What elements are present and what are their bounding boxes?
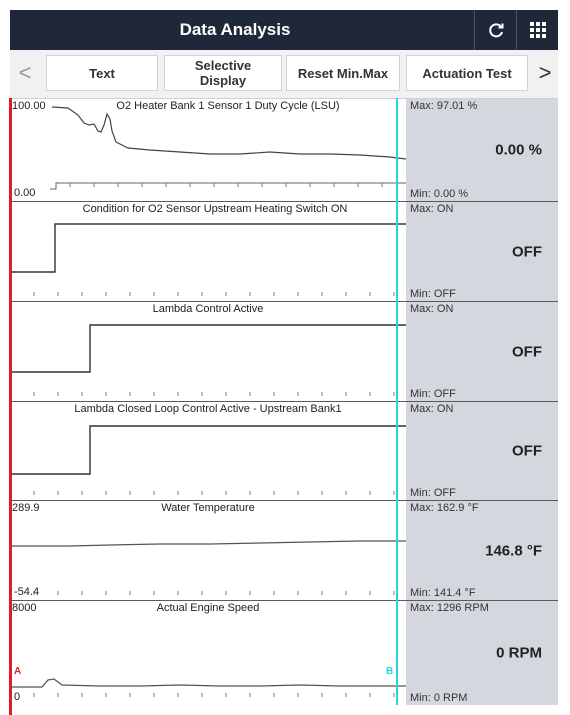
graph-panel-o2-heater (10, 99, 558, 201)
axis-min-label: 0 (14, 691, 21, 703)
value-panel (406, 302, 558, 401)
axis-max-label: 8000 (12, 602, 37, 614)
min-value: Min: 141.4 °F (410, 587, 476, 599)
refresh-button[interactable] (474, 10, 517, 50)
toolbar (10, 50, 558, 99)
current-value: OFF (512, 243, 542, 260)
graph-panel-lambda-closed-loop (10, 402, 558, 500)
graph-panel-water-temperature (10, 501, 558, 600)
graph-svg (10, 302, 406, 401)
graph-plot[interactable] (10, 302, 406, 401)
current-value: 0.00 % (495, 141, 542, 159)
max-value: Max: 1296 RPM (410, 602, 489, 614)
graph-svg (10, 99, 406, 201)
chevron-right-icon: > (538, 60, 552, 85)
grid-menu-button[interactable] (516, 10, 559, 50)
axis-max-label: 289.9 (12, 502, 40, 514)
next-page-button[interactable] (532, 55, 558, 91)
max-value: Max: ON (410, 303, 454, 315)
min-value: Min: 0.00 % (410, 188, 469, 200)
value-panel (406, 99, 558, 201)
graph-title: Water Temperature (161, 502, 255, 514)
max-value: Max: ON (410, 203, 454, 215)
graph-svg (10, 501, 406, 600)
graph-title: Lambda Control Active (152, 303, 264, 315)
graph-title: O2 Heater Bank 1 Sensor 1 Duty Cycle (LSU) (116, 100, 340, 112)
grid-icon (530, 22, 546, 38)
graph-plot[interactable] (10, 501, 406, 600)
max-value: Max: ON (410, 403, 454, 415)
current-value: OFF (512, 343, 542, 360)
max-value: Max: 97.01 % (410, 100, 478, 112)
cursor-b-marker: B (386, 666, 394, 677)
app-header (10, 10, 558, 50)
graph-title: Actual Engine Speed (156, 602, 260, 614)
selective-display-button[interactable] (164, 55, 282, 91)
graph-svg (10, 601, 406, 705)
value-panel (406, 601, 558, 705)
current-value: OFF (512, 442, 542, 460)
refresh-icon (486, 20, 506, 40)
graph-panel-lambda-control (10, 302, 558, 401)
current-value: 0 RPM (496, 644, 542, 662)
graph-svg (10, 202, 406, 301)
value-panel (406, 202, 558, 301)
graph-panel-engine-speed (10, 601, 558, 705)
min-value: Min: OFF (410, 487, 456, 499)
selective-display-label: Selective Display (194, 58, 252, 88)
reset-min-max-button[interactable]: Reset Min.Max (286, 55, 400, 91)
graph-panel-o2-heating-switch (10, 202, 558, 301)
max-value: Max: 162.9 °F (410, 502, 479, 514)
min-value: Min: OFF (410, 288, 456, 300)
graph-plot[interactable] (10, 402, 406, 500)
value-panel (406, 501, 558, 600)
page-title: Data Analysis (179, 20, 291, 39)
value-panel (406, 402, 558, 500)
axis-min-label: 0.00 (14, 187, 36, 199)
min-value: Min: 0 RPM (410, 692, 468, 704)
graph-plot[interactable] (10, 601, 406, 705)
cursor-a-line[interactable] (9, 98, 12, 715)
chevron-left-icon: < (18, 60, 32, 85)
axis-min-label: -54.4 (14, 586, 40, 598)
text-button[interactable]: Text (46, 55, 158, 91)
graph-plot[interactable] (10, 99, 406, 201)
axis-max-label: 100.00 (12, 100, 46, 112)
cursor-b-line[interactable] (396, 98, 398, 705)
cursor-a-marker: A (14, 666, 22, 677)
graph-title: Condition for O2 Sensor Upstream Heating Switch ON (82, 203, 348, 215)
actuation-test-button[interactable]: Actuation Test (406, 55, 528, 91)
graph-svg (10, 402, 406, 500)
current-value: 146.8 °F (485, 542, 542, 559)
graph-title: Lambda Closed Loop Control Active - Upstream Bank1 (74, 403, 342, 415)
min-value: Min: OFF (410, 388, 456, 400)
prev-page-button[interactable] (12, 55, 38, 91)
graph-plot[interactable] (10, 202, 406, 301)
